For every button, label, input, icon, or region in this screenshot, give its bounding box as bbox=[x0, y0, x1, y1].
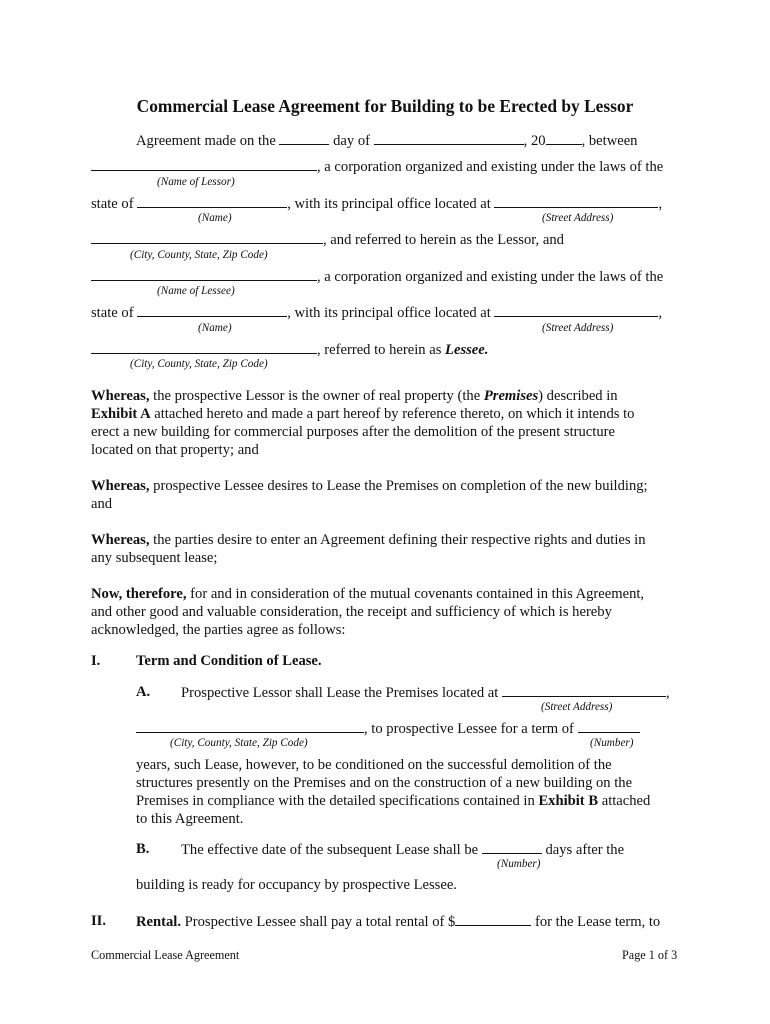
section1a-line1: Prospective Lessor shall Lease the Premises located at , bbox=[181, 685, 670, 701]
lessee-name-caption: (Name of Lessee) bbox=[157, 285, 235, 297]
section1a-line4: structures presently on the Premises and on the construction of a new building on the bbox=[136, 775, 633, 791]
whereas1-line1: Whereas, the prospective Lessor is the owner of real property (the Premises) described in bbox=[91, 388, 618, 404]
section1a-label: A. bbox=[136, 684, 151, 700]
premises-street-field[interactable] bbox=[502, 683, 666, 697]
lessor-name-line: , a corporation organized and existing under the laws of the bbox=[91, 157, 663, 176]
lessor-name-label: (Name) bbox=[198, 212, 232, 224]
footer-title: Commercial Lease Agreement bbox=[91, 948, 240, 962]
document-title: Commercial Lease Agreement for Building to be Erected by Lessor bbox=[136, 96, 634, 116]
agreement-month-field[interactable] bbox=[374, 131, 524, 145]
lessor-street-field[interactable] bbox=[494, 194, 658, 208]
section1a-line6: to this Agreement. bbox=[136, 811, 244, 827]
section1a-line3: years, such Lease, however, to be conditioned on the successful demolition of the bbox=[136, 757, 612, 773]
lessor-city-line: , and referred to herein as the Lessor, and bbox=[91, 230, 564, 249]
whereas2-line2: and bbox=[91, 496, 113, 512]
total-rental-field[interactable] bbox=[455, 912, 531, 926]
lessor-city-label: (City, County, State, Zip Code) bbox=[130, 249, 268, 261]
lessor-name-caption: (Name of Lessor) bbox=[157, 176, 235, 188]
now-therefore-line3: acknowledged, the parties agree as follows: bbox=[91, 622, 346, 638]
lease-term-number-label: (Number) bbox=[590, 737, 634, 749]
lessee-state-field[interactable] bbox=[137, 303, 287, 317]
lessor-state-line: state of , with its principal office located at , bbox=[91, 196, 663, 212]
premises-city-label: (City, County, State, Zip Code) bbox=[170, 737, 308, 749]
whereas3-line2: any subsequent lease; bbox=[91, 550, 218, 566]
effective-days-number-label: (Number) bbox=[497, 858, 541, 870]
section1a-line2: , to prospective Lessee for a term of bbox=[136, 719, 640, 738]
lessee-state-line: state of , with its principal office located at , bbox=[91, 305, 663, 321]
lease-term-field[interactable] bbox=[578, 719, 640, 733]
page-number: Page 1 of 3 bbox=[622, 948, 678, 962]
section1b-line2: building is ready for occupancy by prospective Lessee. bbox=[136, 877, 457, 893]
premises-city-field[interactable] bbox=[136, 719, 364, 733]
section1-heading: Term and Condition of Lease. bbox=[136, 653, 322, 669]
lessee-city-line: , referred to herein as Lessee. bbox=[91, 340, 488, 359]
now-therefore-line2: and other good and valuable consideration, the receipt and sufficiency of which is hereby bbox=[91, 604, 612, 620]
section1-numeral: I. bbox=[91, 653, 101, 669]
agreement-day-field[interactable] bbox=[279, 131, 329, 145]
section2-numeral: II. bbox=[91, 913, 107, 929]
lessee-city-field[interactable] bbox=[91, 340, 317, 354]
lessor-name-field[interactable] bbox=[91, 157, 317, 171]
intro-line: Agreement made on the day of , 20 , between bbox=[136, 133, 638, 149]
section1b-line1: The effective date of the subsequent Lease shall be days after the bbox=[181, 842, 625, 858]
whereas1-line2: Exhibit A attached hereto and made a part hereof by reference thereto, on which it intends to bbox=[91, 406, 635, 422]
lessee-street-field[interactable] bbox=[494, 303, 658, 317]
section1b-label: B. bbox=[136, 841, 150, 857]
agreement-year-field[interactable] bbox=[546, 131, 582, 145]
section1a-line5: Premises in compliance with the detailed specifications contained in Exhibit B attached bbox=[136, 793, 651, 809]
whereas1-line3: erect a new building for commercial purposes after the demolition of the present structure bbox=[91, 424, 615, 440]
lessor-state-field[interactable] bbox=[137, 194, 287, 208]
section2-line1: Rental. Prospective Lessee shall pay a total rental of $ for the Lease term, to bbox=[136, 914, 661, 930]
lessee-name-line: , a corporation organized and existing under the laws of the bbox=[91, 267, 663, 286]
lessor-city-field[interactable] bbox=[91, 230, 323, 244]
lessee-name-label: (Name) bbox=[198, 322, 232, 334]
premises-street-label: (Street Address) bbox=[541, 701, 613, 713]
lessee-street-label: (Street Address) bbox=[542, 322, 614, 334]
whereas2-line1: Whereas, prospective Lessee desires to Lease the Premises on completion of the new building; bbox=[91, 478, 648, 494]
effective-days-field[interactable] bbox=[482, 840, 542, 854]
whereas1-line4: located on that property; and bbox=[91, 442, 259, 458]
whereas3-line1: Whereas, the parties desire to enter an Agreement defining their respective rights and duties in bbox=[91, 532, 646, 548]
lessee-name-field[interactable] bbox=[91, 267, 317, 281]
lessee-city-label: (City, County, State, Zip Code) bbox=[130, 358, 268, 370]
now-therefore-line1: Now, therefore, for and in consideration of the mutual covenants contained in this Agreement, bbox=[91, 586, 645, 602]
lessor-street-label: (Street Address) bbox=[542, 212, 614, 224]
